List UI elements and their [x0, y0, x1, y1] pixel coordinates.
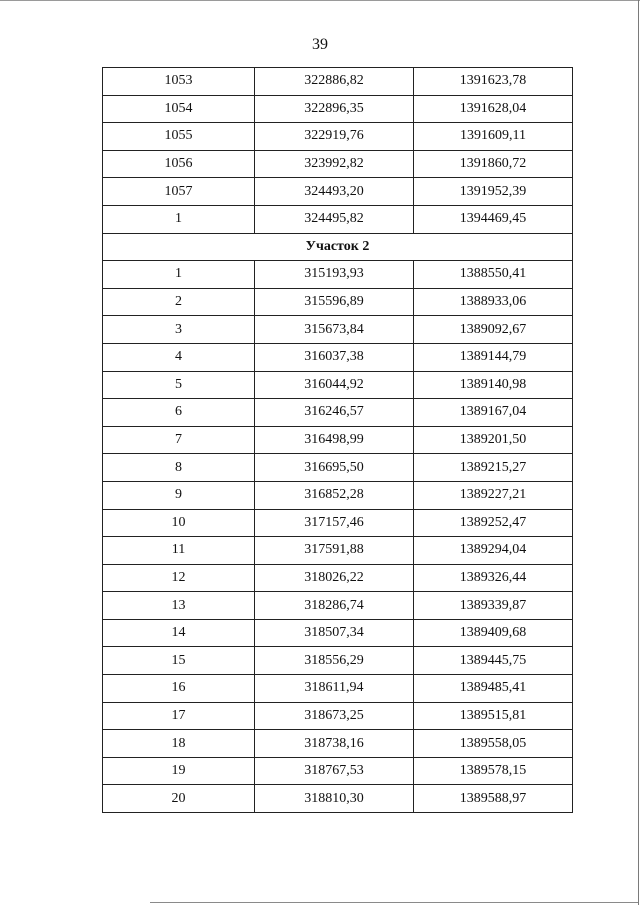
y-coordinate-cell: 1394469,45: [414, 205, 573, 233]
x-coordinate-cell: 322919,76: [255, 123, 414, 151]
point-number-cell: 8: [103, 454, 255, 482]
table-row: [103, 702, 573, 730]
y-coordinate-cell: 1391609,11: [414, 123, 573, 151]
point-number-cell: 12: [103, 564, 255, 592]
y-coordinate-cell: 1389588,97: [414, 785, 573, 813]
table-row: [103, 454, 573, 482]
x-coordinate-cell: 318026,22: [255, 564, 414, 592]
point-number-cell: 1056: [103, 150, 255, 178]
table-row: [103, 95, 573, 123]
point-number-cell: 6: [103, 399, 255, 427]
table-row: [103, 564, 573, 592]
point-number-cell: 1055: [103, 123, 255, 151]
x-coordinate-cell: 316695,50: [255, 454, 414, 482]
x-coordinate-cell: 315193,93: [255, 261, 414, 289]
x-coordinate-cell: 324495,82: [255, 205, 414, 233]
page-bottom-edge: [150, 902, 638, 903]
table-row: [103, 178, 573, 206]
table-row: [103, 481, 573, 509]
y-coordinate-cell: 1389252,47: [414, 509, 573, 537]
x-coordinate-cell: 318507,34: [255, 619, 414, 647]
y-coordinate-cell: 1389339,87: [414, 592, 573, 620]
y-coordinate-cell: 1389485,41: [414, 675, 573, 703]
y-coordinate-cell: 1391952,39: [414, 178, 573, 206]
point-number-cell: 17: [103, 702, 255, 730]
y-coordinate-cell: 1389445,75: [414, 647, 573, 675]
point-number-cell: 15: [103, 647, 255, 675]
table-row: [103, 509, 573, 537]
y-coordinate-cell: 1388933,06: [414, 288, 573, 316]
y-coordinate-cell: 1389294,04: [414, 537, 573, 565]
table-row: [103, 123, 573, 151]
point-number-cell: 19: [103, 757, 255, 785]
x-coordinate-cell: 316852,28: [255, 481, 414, 509]
y-coordinate-cell: 1389201,50: [414, 426, 573, 454]
section-header-row: [103, 233, 573, 261]
x-coordinate-cell: 317591,88: [255, 537, 414, 565]
table-row: [103, 675, 573, 703]
x-coordinate-cell: 323992,82: [255, 150, 414, 178]
x-coordinate-cell: 318738,16: [255, 730, 414, 758]
point-number-cell: 1054: [103, 95, 255, 123]
y-coordinate-cell: 1389409,68: [414, 619, 573, 647]
point-number-cell: 5: [103, 371, 255, 399]
point-number-cell: 18: [103, 730, 255, 758]
section-title: Участок 2: [103, 233, 573, 261]
y-coordinate-cell: 1389144,79: [414, 343, 573, 371]
y-coordinate-cell: 1389578,15: [414, 757, 573, 785]
y-coordinate-cell: 1389140,98: [414, 371, 573, 399]
point-number-cell: 1: [103, 261, 255, 289]
x-coordinate-cell: 318611,94: [255, 675, 414, 703]
x-coordinate-cell: 317157,46: [255, 509, 414, 537]
x-coordinate-cell: 318556,29: [255, 647, 414, 675]
x-coordinate-cell: 315596,89: [255, 288, 414, 316]
table-row: [103, 757, 573, 785]
y-coordinate-cell: 1389227,21: [414, 481, 573, 509]
point-number-cell: 3: [103, 316, 255, 344]
page-top-edge: [0, 0, 640, 1]
table-row: [103, 316, 573, 344]
y-coordinate-cell: 1389515,81: [414, 702, 573, 730]
point-number-cell: 9: [103, 481, 255, 509]
x-coordinate-cell: 316498,99: [255, 426, 414, 454]
y-coordinate-cell: 1391623,78: [414, 68, 573, 96]
page-right-edge: [638, 0, 639, 905]
table-row: [103, 261, 573, 289]
table-row: [103, 426, 573, 454]
table-row: [103, 288, 573, 316]
y-coordinate-cell: 1389092,67: [414, 316, 573, 344]
table-body-before: [103, 68, 573, 234]
table-row: [103, 205, 573, 233]
x-coordinate-cell: 316246,57: [255, 399, 414, 427]
x-coordinate-cell: 322886,82: [255, 68, 414, 96]
point-number-cell: 16: [103, 675, 255, 703]
table-row: [103, 150, 573, 178]
point-number-cell: 1053: [103, 68, 255, 96]
table-row: [103, 371, 573, 399]
y-coordinate-cell: 1389558,05: [414, 730, 573, 758]
table-row: [103, 785, 573, 813]
table-body-after: [103, 261, 573, 813]
page-number: 39: [312, 36, 328, 53]
x-coordinate-cell: 315673,84: [255, 316, 414, 344]
point-number-cell: 10: [103, 509, 255, 537]
table-row: [103, 730, 573, 758]
table-row: [103, 592, 573, 620]
x-coordinate-cell: 316037,38: [255, 343, 414, 371]
x-coordinate-cell: 318673,25: [255, 702, 414, 730]
x-coordinate-cell: 318286,74: [255, 592, 414, 620]
point-number-cell: 14: [103, 619, 255, 647]
point-number-cell: 11: [103, 537, 255, 565]
point-number-cell: 20: [103, 785, 255, 813]
x-coordinate-cell: 318767,53: [255, 757, 414, 785]
x-coordinate-cell: 324493,20: [255, 178, 414, 206]
table-row: [103, 68, 573, 96]
x-coordinate-cell: 316044,92: [255, 371, 414, 399]
table-row: [103, 647, 573, 675]
table-row: [103, 619, 573, 647]
y-coordinate-cell: 1389326,44: [414, 564, 573, 592]
y-coordinate-cell: 1389215,27: [414, 454, 573, 482]
y-coordinate-cell: 1388550,41: [414, 261, 573, 289]
table-row: [103, 537, 573, 565]
x-coordinate-cell: 318810,30: [255, 785, 414, 813]
table-row: [103, 399, 573, 427]
y-coordinate-cell: 1389167,04: [414, 399, 573, 427]
table-section: [103, 233, 573, 261]
point-number-cell: 1057: [103, 178, 255, 206]
point-number-cell: 13: [103, 592, 255, 620]
y-coordinate-cell: 1391860,72: [414, 150, 573, 178]
point-number-cell: 2: [103, 288, 255, 316]
point-number-cell: 4: [103, 343, 255, 371]
point-number-cell: 7: [103, 426, 255, 454]
point-number-cell: 1: [103, 205, 255, 233]
table-row: [103, 343, 573, 371]
coordinates-table: [102, 67, 573, 813]
y-coordinate-cell: 1391628,04: [414, 95, 573, 123]
x-coordinate-cell: 322896,35: [255, 95, 414, 123]
